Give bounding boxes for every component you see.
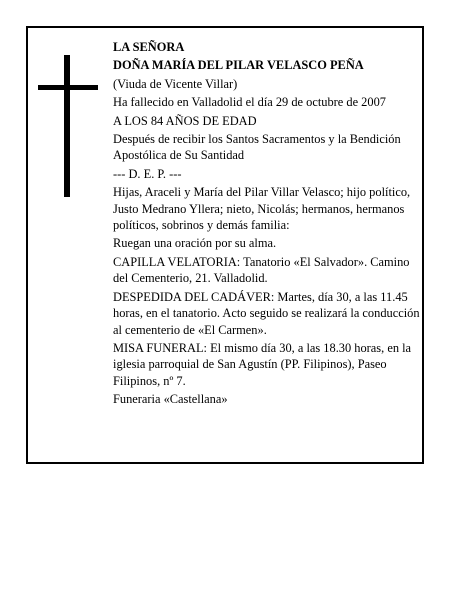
chapel-label: CAPILLA VELATORIA: — [113, 254, 241, 269]
farewell-text: Martes, día 30, a las 11.45 horas, en el tanatorio. Acto seguido se realizará la conducción al cementerio de «El Carmen». — [113, 289, 420, 337]
obituary-text — [113, 39, 423, 410]
deceased-name: DOÑA MARÍA DEL PILAR VELASCO PEÑA — [113, 58, 364, 73]
funeral-home: Funeraria «Castellana» — [113, 392, 228, 407]
death-line: Ha fallecido en Valladolid el día 29 de octubre de 2007 — [113, 95, 386, 110]
notice-title: LA SEÑORA — [113, 40, 185, 54]
prayer-request: Ruegan una oración por su alma. — [113, 236, 277, 251]
farewell-info — [113, 289, 423, 338]
cross-vertical-bar — [64, 55, 70, 197]
sacraments-line: Después de recibir los Santos Sacramentos y la Bendición Apostólica de Su Santidad — [113, 132, 401, 163]
rip-line: --- D. E. P. --- — [113, 166, 182, 181]
age-line: A LOS 84 AÑOS DE EDAD — [113, 113, 257, 128]
mass-label: MISA FUNERAL: — [113, 340, 207, 355]
farewell-label: DESPEDIDA DEL CADÁVER: — [113, 289, 275, 304]
widow-note: (Viuda de Vicente Villar) — [113, 76, 238, 91]
mass-info — [113, 340, 423, 389]
mass-text: El mismo día 30, a las 18.30 horas, en la iglesia parroquial de San Agustín (PP. Filipinos), Paseo Filipinos, nº 7. — [113, 340, 412, 388]
cross-icon — [38, 55, 98, 197]
chapel-info — [113, 254, 423, 287]
cross-horizontal-bar — [38, 85, 98, 90]
chapel-text: Tanatorio «El Salvador». Camino del Cementerio, 21. Valladolid. — [113, 254, 410, 286]
family-line: Hijas, Araceli y María del Pilar Villar Velasco; hijo político, Justo Medrano Yllera; nieto, Nicolás; hermanos, hermanos políticos, sobrinos y demás familia: — [113, 185, 411, 233]
